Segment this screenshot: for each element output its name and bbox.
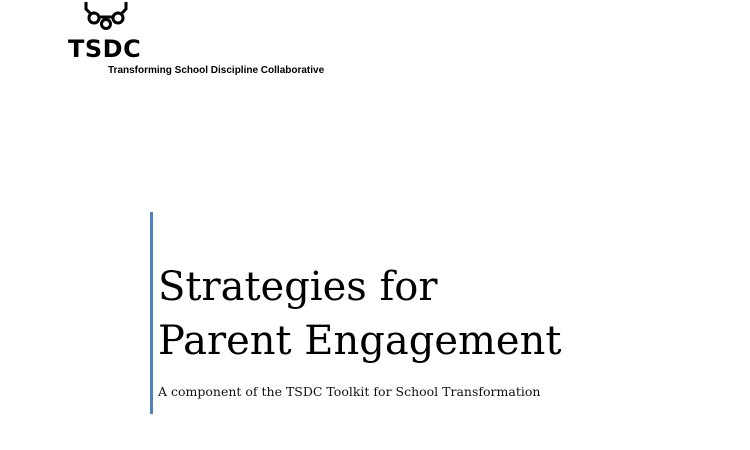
logo-tagline: Transforming School Discipline Collaborative xyxy=(108,65,325,76)
document-subtitle: A component of the TSDC Toolkit for School Transformation xyxy=(158,384,541,399)
logo-acronym: TSDC xyxy=(68,35,142,63)
document-title xyxy=(158,260,561,368)
title-line-2: Parent Engagement xyxy=(158,318,562,364)
cover-title-block xyxy=(150,212,710,414)
accent-bar xyxy=(150,212,153,414)
tsdc-logo xyxy=(68,0,368,82)
title-line-1: Strategies for xyxy=(158,264,438,310)
connected-nodes-icon xyxy=(80,0,132,30)
